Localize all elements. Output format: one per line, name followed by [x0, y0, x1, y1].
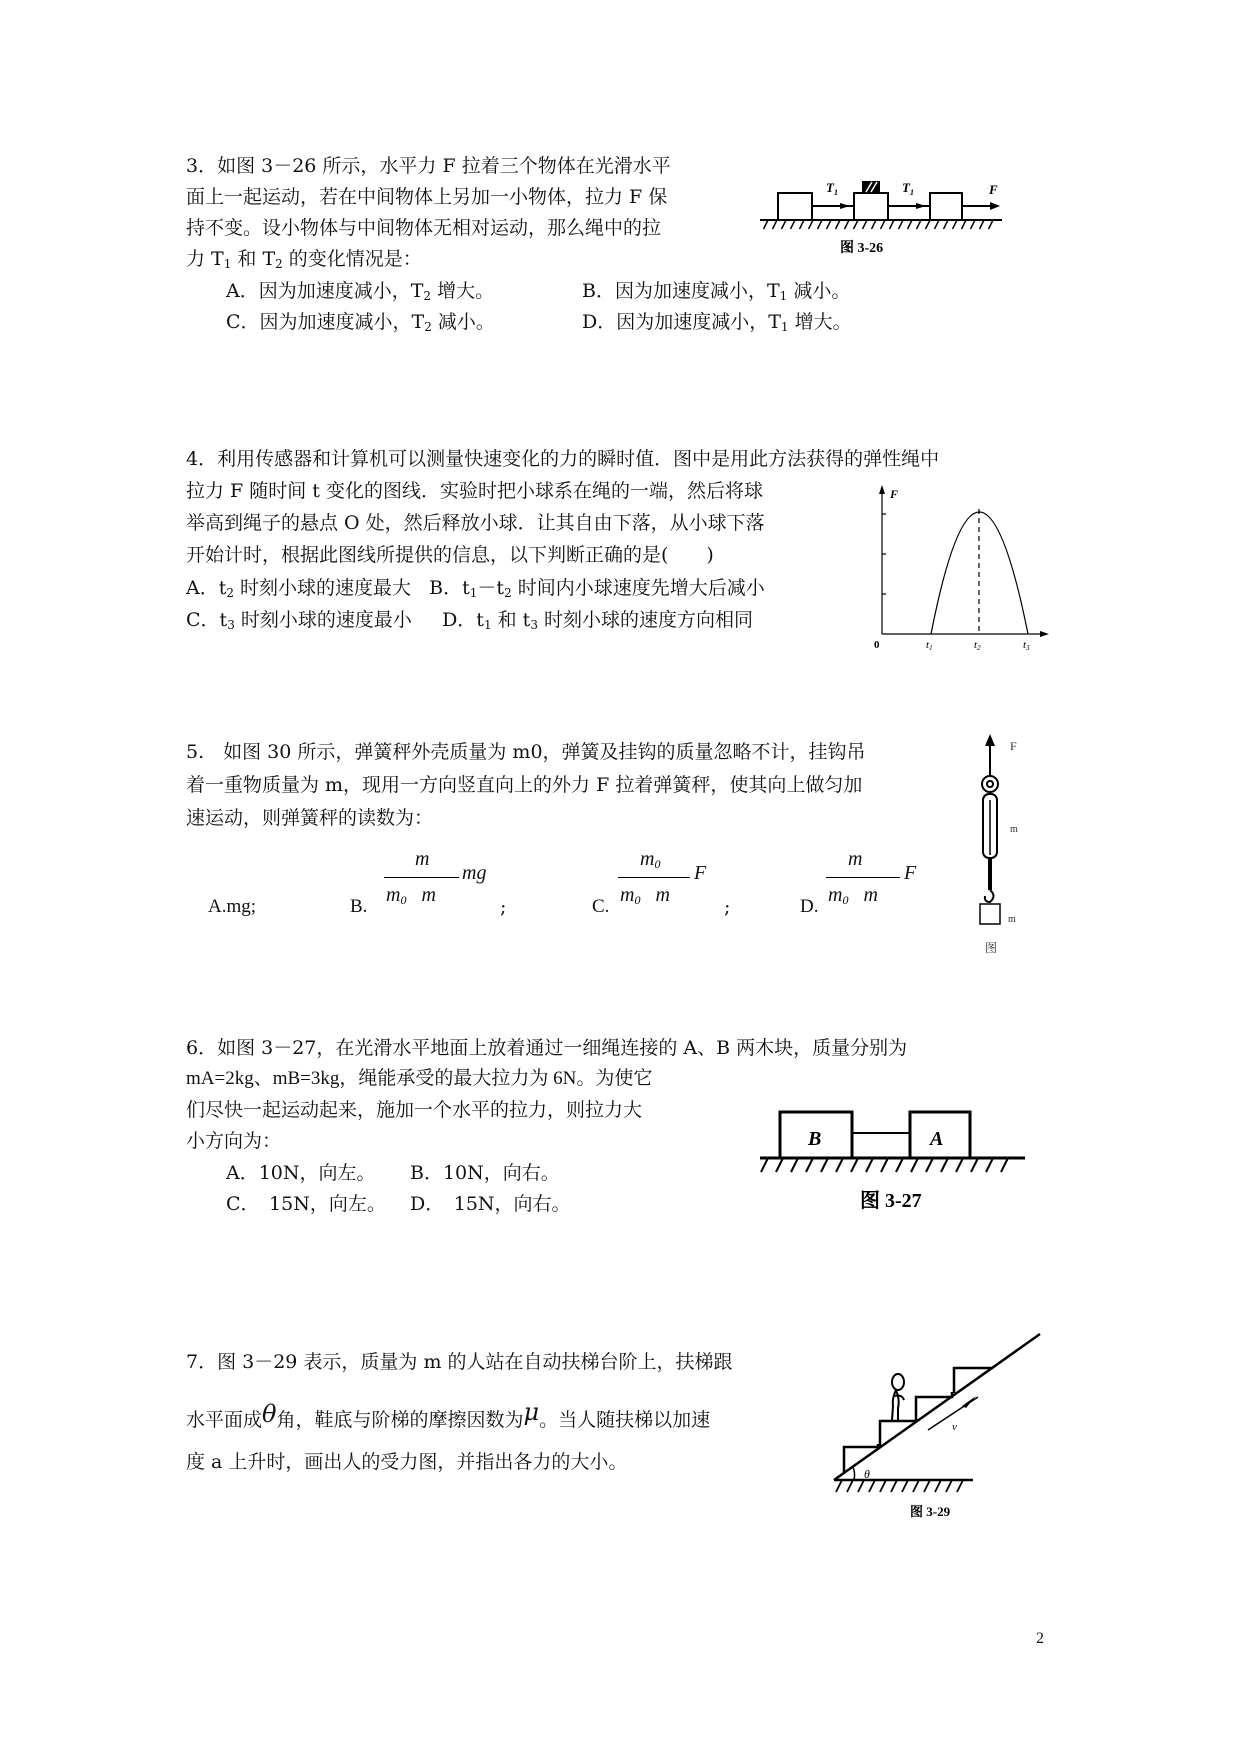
hatch-mark — [809, 220, 814, 229]
label-t3: t3 — [1023, 639, 1030, 650]
q3-option-b: B．因为加速度减小，$T_1$ 减小。 — [582, 280, 851, 303]
incline — [834, 1334, 1040, 1480]
q7-line-2: 水平面成θ角，鞋底与阶梯的摩擦因数为μ。当人随扶梯以加速 — [186, 1398, 711, 1431]
label-origin: 0 — [874, 639, 880, 650]
hatch-mark — [986, 1158, 993, 1172]
numerator: m — [415, 848, 430, 870]
arrow-f — [990, 202, 1000, 210]
q5-line-3: 速运动，则弹簧秤的读数为： — [186, 807, 434, 829]
figure-caption: 图 3-27 — [860, 1190, 922, 1212]
page-number: 2 — [1036, 1630, 1044, 1647]
denominator: $m_0$ m — [386, 884, 436, 907]
arrow-t2 — [916, 203, 926, 209]
label-m0: m — [1010, 824, 1018, 835]
ground-hatch — [761, 1158, 1008, 1172]
q4-options-ab: A．$t_2$ 时刻小球的速度最大 B．$t_1-t_2$ 时间内小球速度先增大后减小 — [186, 577, 765, 600]
person — [892, 1374, 904, 1420]
q3-line-4: 力 $T_1$ 和 $T_2$ 的变化情况是： — [186, 248, 422, 271]
hatch-mark — [800, 220, 805, 229]
label-theta: θ — [864, 1467, 870, 1481]
f-axis-arrow — [879, 485, 885, 494]
hatch-mark — [908, 220, 913, 229]
label-t1: t1 — [926, 639, 933, 650]
hook — [985, 890, 994, 902]
spring-scale-figure — [950, 730, 1040, 955]
q6-line-1: 6．如图 3－27，在光滑水平地面上放着通过一细绳连接的 A、B 两木块，质量分别为 — [186, 1037, 908, 1059]
q6-line-4: 小方向为： — [186, 1130, 282, 1152]
hatch-mark — [858, 1480, 864, 1492]
step-3 — [916, 1392, 952, 1418]
q6-option-c: C． 15N，向左。 — [226, 1193, 386, 1215]
ground-hatch — [764, 220, 994, 229]
factor: F — [904, 862, 917, 884]
hatch-mark — [890, 220, 895, 229]
label-f: F — [890, 487, 899, 501]
hatch-mark — [854, 220, 859, 229]
weight — [980, 904, 1000, 924]
q3-line-3: 持不变。设小物体与中间物体无相对运动，那么绳中的拉 — [186, 217, 662, 239]
hatch-mark — [845, 220, 850, 229]
label-m: m — [1008, 914, 1016, 925]
hatch-mark — [806, 1158, 813, 1172]
q5-line-1: 5. 如图 30 所示，弹簧秤外壳质量为 m0，弹簧及挂钩的质量忽略不计，挂钩吊 — [186, 741, 866, 763]
option-label: B. — [350, 896, 368, 917]
q6-option-d: D． 15N，向右。 — [410, 1193, 571, 1215]
q5-option-a: A.mg; — [208, 896, 257, 917]
figure-3-29 — [820, 1320, 1060, 1520]
hatch-mark — [836, 1480, 842, 1492]
hatch-mark — [956, 1158, 963, 1172]
factor: mg — [462, 862, 487, 884]
hatch-mark — [818, 220, 823, 229]
block-middle — [854, 193, 888, 220]
arrow-head — [985, 734, 995, 746]
label-f: F — [1010, 739, 1017, 753]
q4-line-4: 开始计时，根据此图线所提供的信息，以下判断正确的是( ) — [186, 544, 714, 566]
hatch-mark — [941, 1158, 948, 1172]
figure-3-27 — [720, 1080, 1040, 1220]
hatch-mark — [869, 1480, 875, 1492]
option-label: C. — [592, 896, 610, 917]
mu-symbol: μ — [523, 1398, 540, 1426]
label-t2: $T_1$ — [902, 180, 914, 197]
fraction-bar — [618, 877, 690, 878]
block-left — [778, 193, 812, 220]
hatch-mark — [926, 220, 931, 229]
arrow-t1 — [840, 203, 850, 209]
numerator: m — [848, 848, 863, 870]
angle-arc — [853, 1467, 855, 1480]
hatch-mark — [924, 1480, 930, 1492]
hatch-mark — [911, 1158, 918, 1172]
q4-line-2: 拉力 F 随时间 t 变化的图线．实验时把小球系在绳的一端，然后将球 — [186, 480, 763, 502]
hatch-mark — [902, 1480, 908, 1492]
hatch-mark — [899, 220, 904, 229]
hatch-mark — [836, 220, 841, 229]
q6-line-3: 们尽快一起运动起来，施加一个水平的拉力，则拉力大 — [186, 1099, 643, 1121]
denominator: $m_0$ m — [620, 884, 670, 907]
ground-hatch — [836, 1480, 963, 1492]
label-t2: t2 — [974, 639, 981, 650]
hatch-mark — [836, 1158, 843, 1172]
q6-option-a: A．10N，向左。 — [226, 1162, 376, 1184]
q4-options-cd: C．$t_3$ 时刻小球的速度最小 D．$t_1$ 和 $t_3$ 时刻小球的速度方向相同 — [186, 609, 753, 632]
hatch-mark — [782, 220, 787, 229]
hatch-mark — [776, 1158, 783, 1172]
label-t1: $T_1$ — [826, 180, 838, 197]
q3-option-a: A．因为加速度减小，$T_2$ 增大。 — [226, 280, 495, 303]
hatch-mark — [926, 1158, 933, 1172]
step-2 — [880, 1418, 916, 1446]
hatch-mark — [935, 220, 940, 229]
factor: F — [694, 862, 707, 884]
hatch-mark — [953, 220, 958, 229]
hatch-mark — [881, 220, 886, 229]
q6-line-2: mA=2kg、mB=3kg，绳能承受的最大拉力为 6N。为使它 — [186, 1068, 653, 1089]
hatch-mark — [971, 220, 976, 229]
label-b: B — [808, 1128, 822, 1150]
hatch-mark — [944, 220, 949, 229]
hatch-mark — [957, 1480, 963, 1492]
label-v: v — [952, 1421, 957, 1433]
velocity-arrow — [962, 1396, 976, 1408]
hatch-mark — [1001, 1158, 1008, 1172]
fraction-bar — [384, 877, 459, 878]
option-label: D. — [800, 896, 819, 917]
figure-caption: 图 3-26 — [840, 241, 884, 256]
hatch-mark — [827, 220, 832, 229]
label-a: A — [930, 1128, 944, 1150]
q7-line-1: 7．图 3－29 表示，质量为 m 的人站在自动扶梯台阶上，扶梯跟 — [186, 1351, 733, 1373]
hatch-mark — [980, 220, 985, 229]
q3-line-1: 3．如图 3－26 所示，水平力 F 拉着三个物体在光滑水平 — [186, 155, 671, 177]
hatch-mark — [761, 1158, 768, 1172]
theta-symbol: θ — [262, 1400, 277, 1428]
q3-line-2: 面上一起运动，若在中间物体上另加一小物体，拉力 F 保 — [186, 186, 668, 208]
hatch-mark — [962, 220, 967, 229]
q3-option-c: C．因为加速度减小，$T_2$ 减小。 — [226, 311, 495, 334]
hatch-mark — [821, 1158, 828, 1172]
hatch-mark — [935, 1480, 941, 1492]
ring — [982, 776, 998, 792]
hatch-mark — [917, 220, 922, 229]
force-time-graph — [860, 480, 1060, 650]
separator: ; — [500, 896, 507, 918]
denominator: $m_0$ m — [828, 884, 878, 907]
numerator: $m_0$ — [640, 848, 661, 871]
block-right — [930, 193, 962, 220]
hatch-mark — [913, 1480, 919, 1492]
t-axis-arrow — [1040, 631, 1049, 637]
figure-caption: 图 3-29 — [910, 1504, 951, 1519]
separator: ; — [724, 896, 731, 918]
hatch-mark — [881, 1158, 888, 1172]
q7-line-3: 度 a 上升时，画出人的受力图，并指出各力的大小。 — [186, 1451, 628, 1473]
hatch-mark — [863, 220, 868, 229]
hatch-mark — [773, 220, 778, 229]
hatch-mark — [872, 220, 877, 229]
hatch-mark — [946, 1480, 952, 1492]
q4-line-3: 举高到绳子的悬点 O 处，然后释放小球．让其自由下落，从小球下落 — [186, 512, 765, 534]
fraction-bar — [826, 877, 900, 878]
hatch-mark — [791, 1158, 798, 1172]
q6-option-b: B．10N，向右。 — [410, 1162, 560, 1184]
q4-line-1: 4．利用传感器和计算机可以测量快速变化的力的瞬时值．图中是用此方法获得的弹性绳中 — [186, 448, 940, 470]
hatch-mark — [847, 1480, 853, 1492]
hatch-mark — [891, 1480, 897, 1492]
hatch-mark — [971, 1158, 978, 1172]
hatch-mark — [896, 1158, 903, 1172]
figure-3-26 — [740, 160, 1020, 260]
hatch-mark — [791, 220, 796, 229]
hatch-mark — [880, 1480, 886, 1492]
hatch-mark — [764, 220, 769, 229]
hatch-mark — [866, 1158, 873, 1172]
hatch-mark — [989, 220, 994, 229]
hatch-mark — [851, 1158, 858, 1172]
q3-option-d: D．因为加速度减小，$T_1$ 增大。 — [582, 311, 852, 334]
label-f: F — [989, 182, 998, 197]
figure-caption: 图 — [985, 941, 998, 955]
q5-line-2: 着一重物质量为 m，现用一方向竖直向上的外力 F 拉着弹簧秤，使其向上做匀加 — [186, 774, 863, 796]
